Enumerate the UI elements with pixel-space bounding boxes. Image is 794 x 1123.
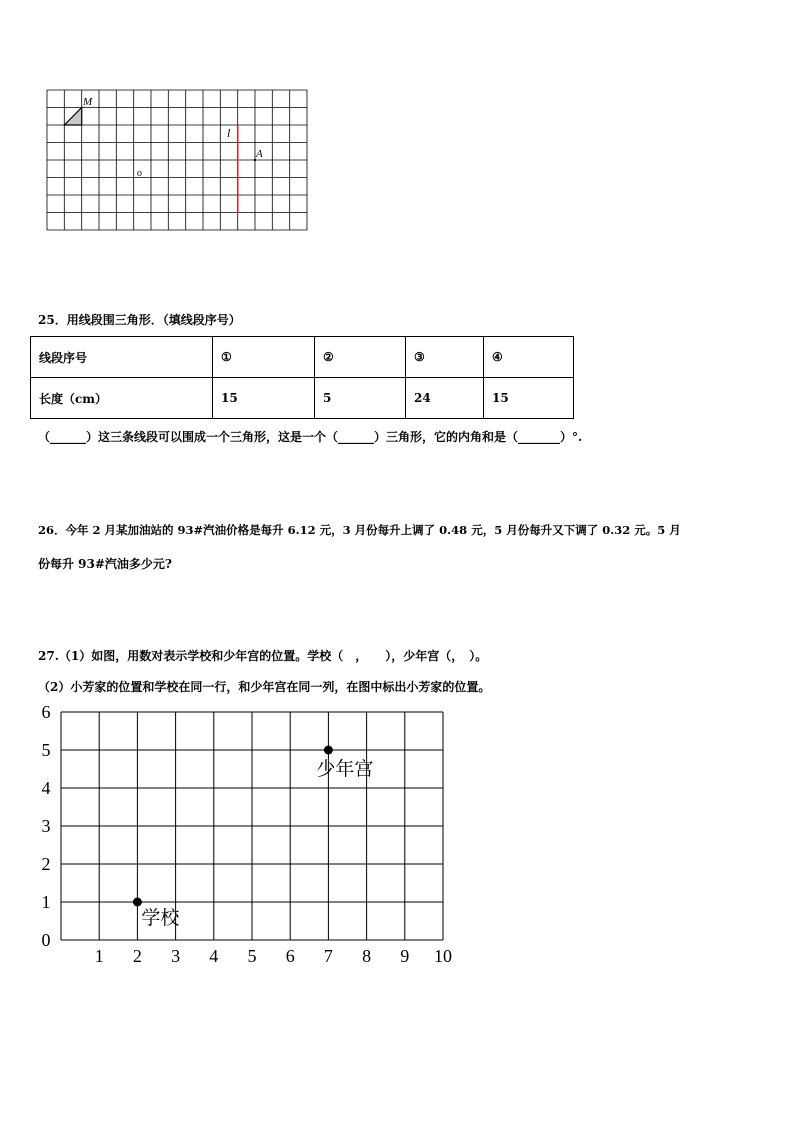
x-tick-label: 1 (94, 946, 104, 966)
table-header-label: 线段序号 (31, 337, 213, 378)
grid-figure-top (46, 89, 308, 231)
table-cell: 15 (484, 378, 574, 419)
y-tick-label: 6 (41, 702, 51, 722)
table-cell: ① (213, 337, 315, 378)
table-cell: ④ (484, 337, 574, 378)
point-label: 学校 (141, 907, 180, 929)
y-tick-label: 2 (41, 854, 51, 874)
label-a: A (256, 148, 263, 160)
point-marker (133, 898, 142, 907)
label-m: M (83, 96, 93, 108)
table-cell: ② (315, 337, 406, 378)
shape-m (64, 108, 81, 126)
x-tick-label: 7 (323, 946, 333, 966)
x-tick-label: 3 (171, 946, 181, 966)
table-cell: ③ (406, 337, 484, 378)
table-row (31, 378, 574, 419)
table-row-label: 长度（cm） (31, 378, 213, 419)
x-tick-label: 2 (132, 946, 142, 966)
q27-part2: （2）小芳家的位置和学校在同一行，和少年宫在同一列，在图中标出小芳家的位置。 (38, 680, 491, 694)
q25-fill-sentence: （______）这三条线段可以围成一个三角形，这是一个（______）三角形，它的内角和是（_______）°. (38, 430, 583, 444)
y-tick-label: 0 (41, 930, 51, 950)
label-l: l (227, 126, 231, 140)
x-tick-label: 6 (285, 946, 295, 966)
table-cell: 24 (406, 378, 484, 419)
point-marker (324, 746, 333, 755)
table-row (31, 337, 574, 378)
table-cell: 15 (213, 378, 315, 419)
coordinate-grid (36, 700, 456, 970)
x-tick-label: 10 (434, 946, 452, 966)
x-tick-label: 5 (247, 946, 257, 966)
x-tick-label: 4 (209, 946, 219, 966)
point-label: 少年宫 (316, 758, 374, 780)
label-o: o (137, 168, 142, 179)
y-tick-label: 1 (41, 892, 51, 912)
x-tick-label: 9 (400, 946, 410, 966)
q26-line2: 份每升 93#汽油多少元? (38, 557, 172, 571)
point-a (254, 159, 256, 161)
y-tick-label: 3 (41, 816, 51, 836)
q27-part1: 27.（1）如图，用数对表示学校和少年宫的位置。学校（ ， ），少年宫（， ）。 (38, 649, 488, 663)
q25-title: 25．用线段围三角形．（填线段序号） (38, 313, 241, 327)
x-tick-label: 8 (362, 946, 372, 966)
y-tick-label: 4 (41, 778, 51, 798)
y-tick-label: 5 (41, 740, 51, 760)
segment-table (30, 336, 574, 419)
q26-line1: 26．今年 2 月某加油站的 93#汽油价格是每升 6.12 元，3 月份每升上调了 0.48 元，5 月份每升又下调了 0.32 元。5 月 (38, 523, 681, 537)
table-cell: 5 (315, 378, 406, 419)
